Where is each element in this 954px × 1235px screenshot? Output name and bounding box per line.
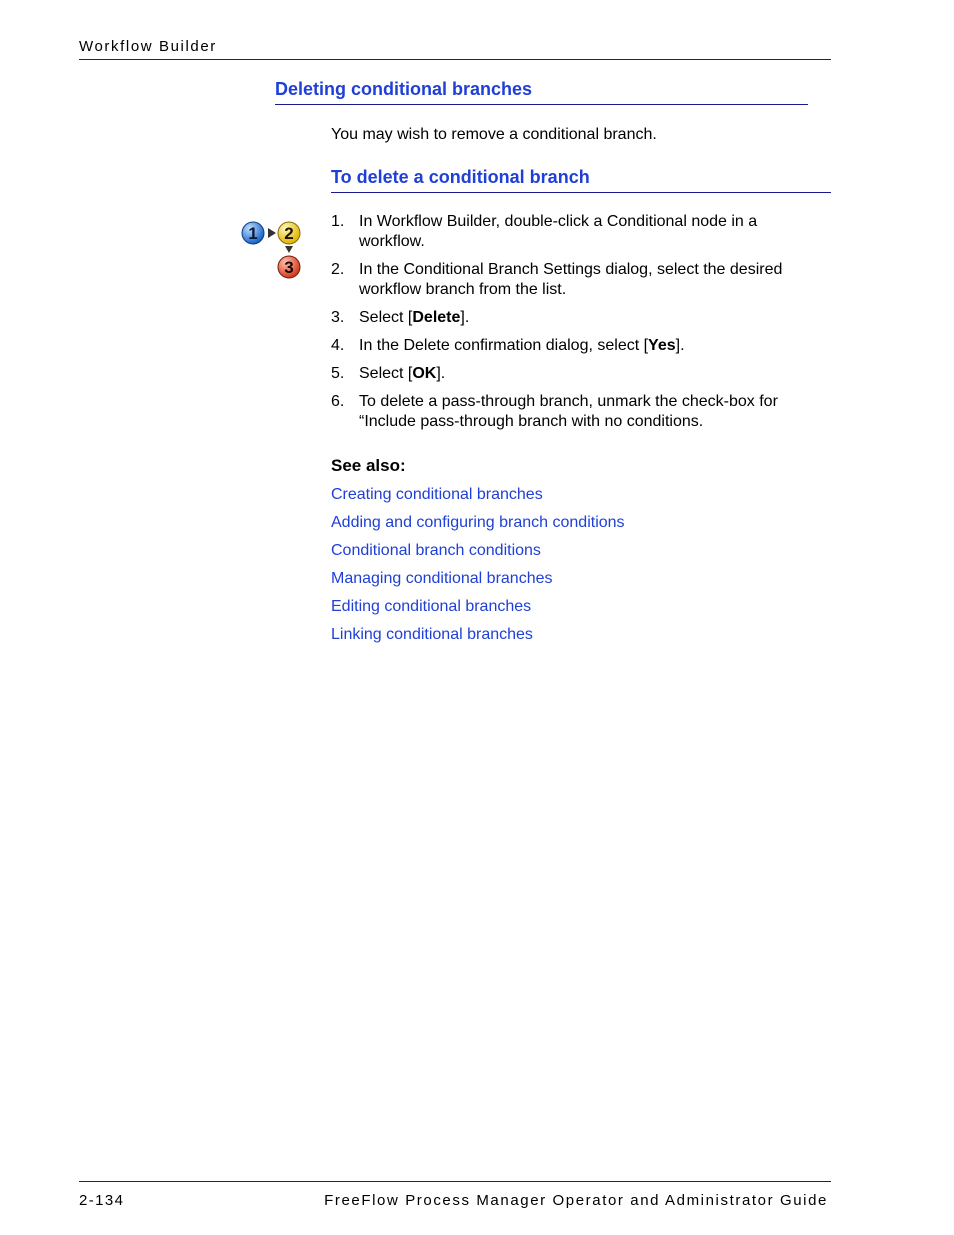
step-text-suffix: ]. <box>460 309 470 326</box>
link-adding-configuring-branch-conditions[interactable]: Adding and configuring branch conditions <box>331 514 625 531</box>
link-linking-conditional-branches[interactable]: Linking conditional branches <box>331 626 533 643</box>
step-number: 6. <box>331 393 345 410</box>
step-text: In Workflow Builder, double-click a Conditional node in a workflow. <box>359 213 758 250</box>
document-title: FreeFlow Process Manager Operator and Administrator Guide <box>324 1192 828 1209</box>
step-text-prefix: Select [ <box>359 365 413 382</box>
step-text: To delete a pass-through branch, unmark the check-box for “Include pass-through branch with no conditions. <box>359 393 778 430</box>
step-text-suffix: ]. <box>436 365 446 382</box>
step-number: 3. <box>331 309 345 326</box>
link-editing-conditional-branches[interactable]: Editing conditional branches <box>331 598 532 615</box>
page-number: 2-134 <box>79 1192 125 1209</box>
step-number: 2. <box>331 261 345 278</box>
svg-text:2: 2 <box>284 224 294 243</box>
step-item <box>331 260 821 300</box>
link-managing-conditional-branches[interactable]: Managing conditional branches <box>331 570 553 587</box>
svg-text:1: 1 <box>248 224 258 243</box>
intro-text: You may wish to remove a conditional branch. <box>331 126 657 143</box>
step-item <box>331 392 821 432</box>
procedure-title: To delete a conditional branch <box>331 167 831 193</box>
step-item <box>331 308 821 328</box>
footer-rule <box>79 1181 831 1182</box>
step-item <box>331 212 821 252</box>
step-text-suffix: ]. <box>675 337 685 354</box>
step-ui-label: OK <box>412 365 437 382</box>
step-ui-label: Yes <box>648 337 676 354</box>
see-also-links <box>331 486 625 654</box>
link-conditional-branch-conditions[interactable]: Conditional branch conditions <box>331 542 541 559</box>
link-creating-conditional-branches[interactable]: Creating conditional branches <box>331 486 543 503</box>
step-number: 4. <box>331 337 345 354</box>
procedure-steps <box>331 212 821 440</box>
step-item <box>331 364 821 384</box>
step-number: 1. <box>331 213 345 230</box>
running-head: Workflow Builder <box>79 38 217 55</box>
step-ui-label: Delete <box>412 309 461 326</box>
header-rule <box>79 59 831 60</box>
step-text-prefix: In the Delete confirmation dialog, select [ <box>359 337 649 354</box>
step-text-prefix: Select [ <box>359 309 413 326</box>
step-item <box>331 336 821 356</box>
svg-text:3: 3 <box>284 258 294 277</box>
see-also-heading: See also: <box>331 456 406 475</box>
step-number: 5. <box>331 365 345 382</box>
numbered-steps-icon <box>240 219 304 286</box>
step-text: In the Conditional Branch Settings dialog, select the desired workflow branch from the list. <box>359 261 783 298</box>
section-title: Deleting conditional branches <box>275 79 808 105</box>
